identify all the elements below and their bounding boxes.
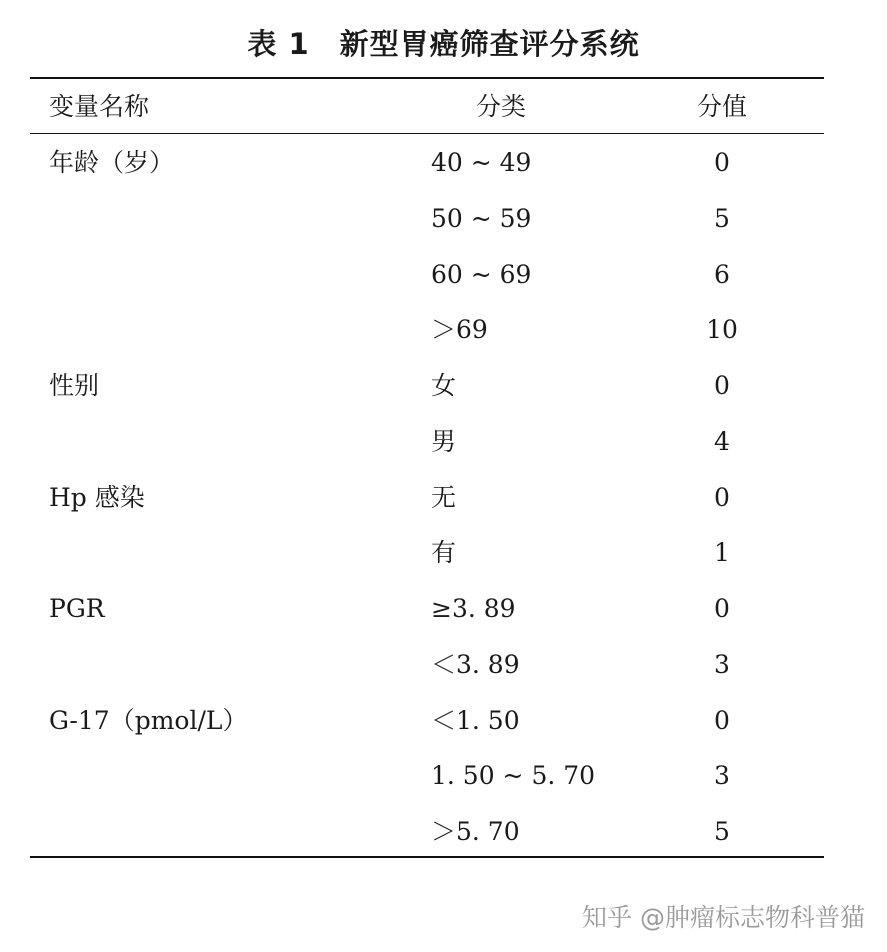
- top-rule: [30, 77, 824, 79]
- header-rule: [30, 133, 824, 134]
- row-score: 0: [714, 483, 730, 512]
- row-score: 4: [714, 427, 730, 456]
- row-variable: 年龄（岁）: [49, 148, 175, 177]
- table-number: 表 1: [247, 27, 310, 61]
- row-category: ＞69: [431, 315, 488, 344]
- row-category: 女: [431, 371, 457, 400]
- row-category: ＜3. 89: [431, 650, 520, 679]
- bottom-rule: [30, 856, 824, 858]
- row-category: ≥3. 89: [431, 594, 516, 623]
- header-variable: 变量名称: [49, 92, 150, 121]
- row-variable: PGR: [49, 594, 105, 623]
- row-category: 男: [431, 427, 457, 456]
- watermark-text: 知乎 @肿瘤标志物科普猫: [582, 903, 865, 932]
- row-score: 3: [714, 761, 730, 790]
- row-score: 3: [714, 650, 730, 679]
- row-score: 10: [706, 315, 738, 344]
- row-score: 6: [714, 260, 730, 289]
- row-variable: G-17（pmol/L）: [49, 706, 248, 735]
- row-category: 40 ~ 49: [431, 148, 532, 177]
- row-variable: 性别: [49, 371, 100, 400]
- row-category: 无: [431, 483, 457, 512]
- row-score: 0: [714, 594, 730, 623]
- row-category: 有: [431, 538, 457, 567]
- row-variable: Hp 感染: [49, 483, 145, 512]
- table-title: [0, 22, 887, 63]
- row-category: ＞5. 70: [431, 817, 520, 846]
- row-score: 0: [714, 706, 730, 735]
- row-score: 5: [714, 204, 730, 233]
- row-score: 0: [714, 148, 730, 177]
- row-category: ＜1. 50: [431, 706, 520, 735]
- header-score: 分值: [696, 92, 747, 121]
- row-score: 1: [714, 538, 730, 567]
- row-category: 50 ~ 59: [431, 204, 532, 233]
- row-score: 5: [714, 817, 730, 846]
- row-category: 1. 50 ~ 5. 70: [431, 761, 596, 790]
- table-title-text: 新型胃癌筛查评分系统: [339, 27, 640, 61]
- header-category: 分类: [475, 92, 526, 121]
- row-category: 60 ~ 69: [431, 260, 532, 289]
- row-score: 0: [714, 371, 730, 400]
